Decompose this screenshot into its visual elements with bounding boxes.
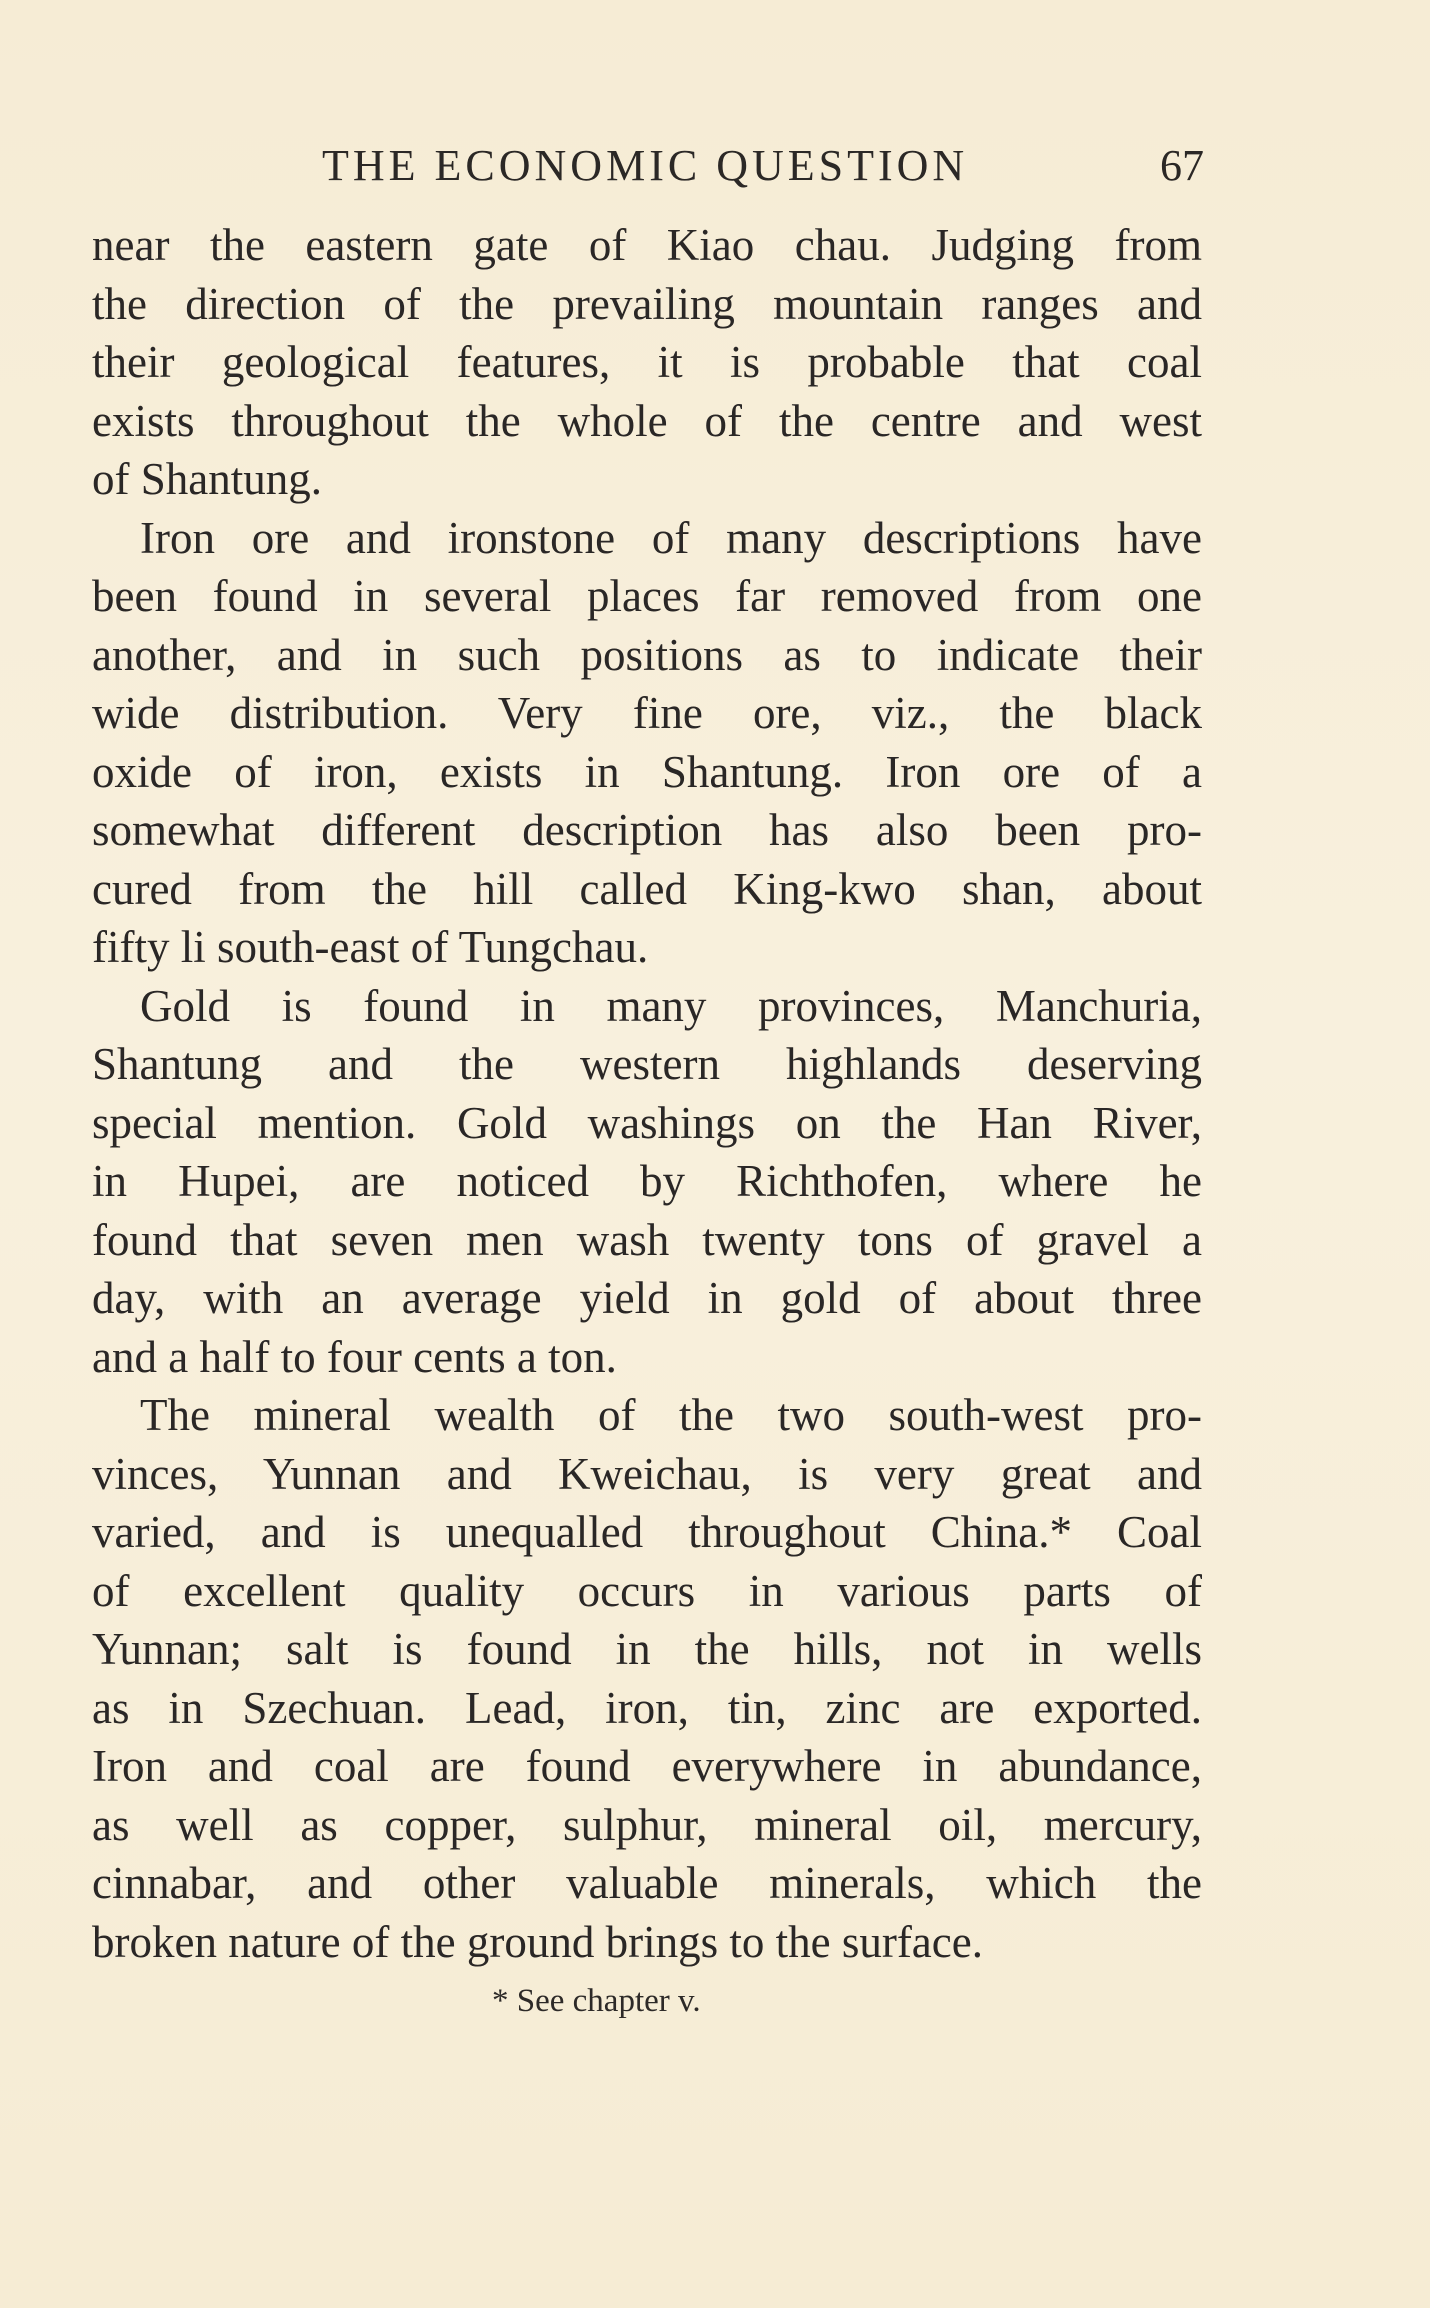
running-title: THE ECONOMIC QUESTION	[322, 141, 969, 190]
text-line: broken nature of the ground brings to the surface.	[92, 1916, 983, 1967]
text-line: another, and in such positions as to indicate their	[92, 629, 1202, 680]
text-line: and a half to four cents a ton.	[92, 1331, 617, 1382]
text-line: the direction of the prevailing mountain ranges and	[92, 278, 1202, 329]
text-line: fifty li south-east of Tungchau.	[92, 922, 649, 972]
text-line: Iron ore and ironstone of many descriptions have	[140, 512, 1202, 563]
body-text	[92, 216, 1202, 1971]
text-line: cinnabar, and other valuable minerals, which the	[92, 1858, 1202, 1908]
text-line: vinces, Yunnan and Kweichau, is very great and	[92, 1448, 1202, 1499]
text-line: near the eastern gate of Kiao chau. Judging from	[92, 220, 1202, 270]
text-line: The mineral wealth of the two south-west pro-	[140, 1390, 1202, 1440]
text-line: somewhat different description has also been pro-	[92, 805, 1202, 855]
text-line: Yunnan; salt is found in the hills, not in wells	[92, 1624, 1202, 1674]
text-line: found that seven men wash twenty tons of gravel a	[92, 1214, 1202, 1265]
footnote: * See chapter v.	[492, 1983, 701, 2019]
text-line: Iron and coal are found everywhere in abundance,	[92, 1741, 1202, 1791]
text-line: Gold is found in many provinces, Manchuria,	[140, 980, 1202, 1031]
text-line: as in Szechuan. Lead, iron, tin, zinc are exported.	[92, 1682, 1202, 1733]
text-line: special mention. Gold washings on the Han River,	[92, 1097, 1202, 1148]
text-line: varied, and is unequalled throughout China.* Coal	[92, 1507, 1202, 1557]
text-line: cured from the hill called King-kwo shan, about	[92, 863, 1202, 914]
page-header	[88, 140, 1208, 200]
text-line: in Hupei, are noticed by Richthofen, where he	[92, 1156, 1202, 1206]
text-line: Shantung and the western highlands deserving	[92, 1039, 1202, 1089]
text-line: been found in several places far removed from one	[92, 571, 1202, 621]
page-number: 67	[1160, 141, 1204, 190]
text-line: their geological features, it is probable that coal	[92, 337, 1202, 387]
text-line: wide distribution. Very fine ore, viz., the black	[92, 688, 1202, 738]
text-line: of Shantung.	[92, 454, 322, 504]
text-line: day, with an average yield in gold of about three	[92, 1273, 1202, 1323]
text-line: as well as copper, sulphur, mineral oil, mercury,	[92, 1799, 1202, 1850]
text-line: oxide of iron, exists in Shantung. Iron ore of a	[92, 746, 1202, 797]
text-line: exists throughout the whole of the centre and west	[92, 395, 1202, 446]
text-line: of excellent quality occurs in various parts of	[92, 1565, 1202, 1616]
